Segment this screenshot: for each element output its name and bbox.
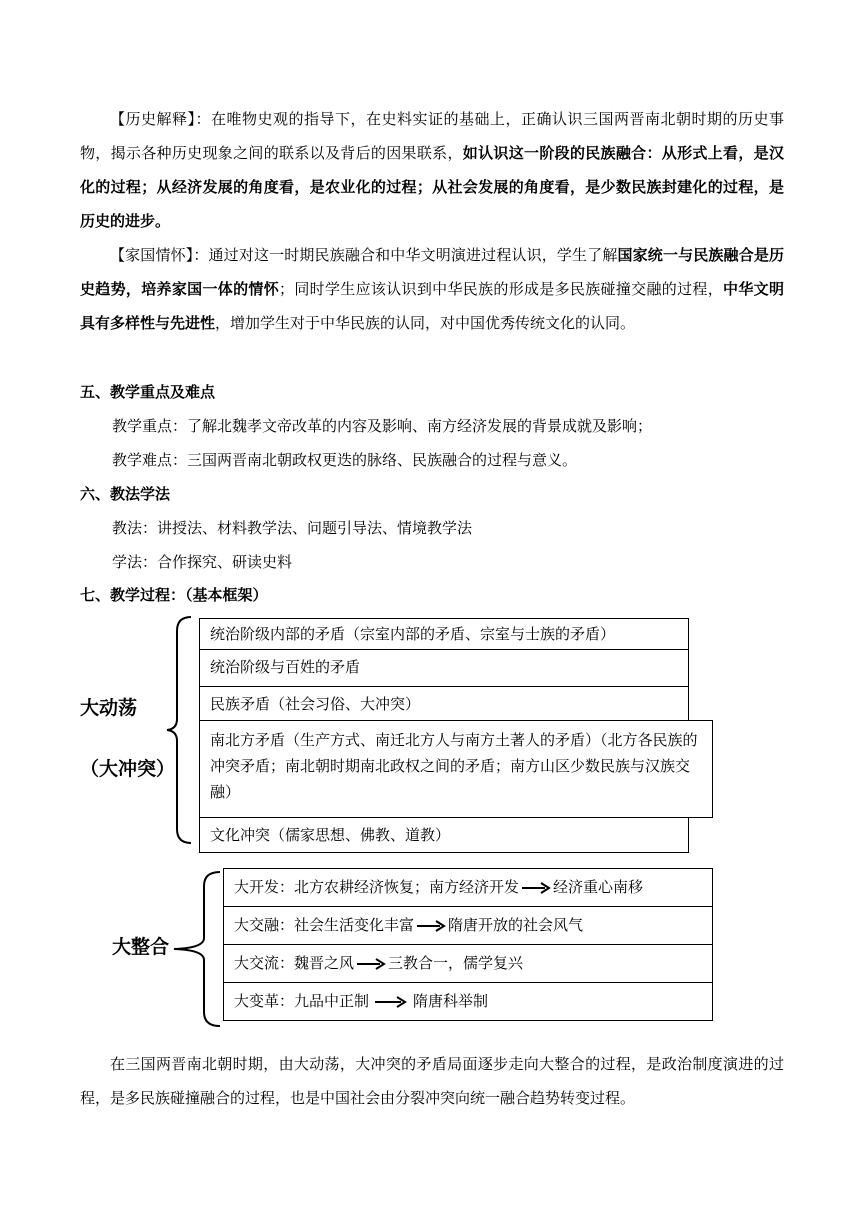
upheaval-item-1: 统治阶级内部的矛盾（宗室内部的矛盾、宗室与士族的矛盾）	[199, 618, 689, 650]
integration-item-reform: 大变革：九品中正制 隋唐科举制	[223, 982, 713, 1021]
history-explanation-lead: 【历史解释】：在唯物史观的指导下，在史料实证的基础上，正确认识三国两晋南北朝时期的历史事物，揭示各种历史现象之间的联系以及背后的因果联系，	[80, 110, 784, 162]
homeland-bold-1: 国家统一与民族融合是历史趋势，培养家国一体的情怀	[80, 246, 784, 298]
section-5-heading: 五、教学重点及难点	[80, 383, 216, 401]
upheaval-brace	[165, 615, 195, 845]
upheaval-item-5: 文化冲突（儒家思想、佛教、道教）	[199, 817, 689, 853]
section-7-heading: 七、教学过程：（基本框架）	[80, 586, 268, 604]
homeland-tail: ，增加学生对于中华民族的认同，对中国优秀传统文化的认同。	[215, 314, 636, 332]
conflict-label: （大冲突）	[80, 758, 176, 780]
paragraph-summary: 在三国两晋南北朝时期，由大动荡，大冲突的矛盾局面逐步走向大整合的过程，是政治制度演进的过程，是多民族碰撞融合的过程，也是中国社会由分裂冲突向统一融合趋势转变过程。	[80, 1055, 784, 1107]
integration-item-development: 大开发：北方农耕经济恢复；南方经济开发 经济重心南移	[223, 868, 713, 907]
section-6-heading: 六、教法学法	[80, 485, 171, 503]
learning-method: 学法：合作探究、研读史料	[112, 553, 293, 571]
teaching-difficulty: 教学难点：三国两晋南北朝政权更迭的脉络、民族融合的过程与意义。	[112, 451, 578, 469]
integration-label: 大整合	[112, 936, 170, 958]
upheaval-label: 大动荡	[80, 697, 138, 719]
arrow-right-icon	[356, 957, 386, 971]
teaching-key-point: 教学重点：了解北魏孝文帝改革的内容及影响、南方经济发展的背景成就及影响；	[112, 417, 653, 435]
arrow-right-icon	[521, 881, 551, 895]
arrow-right-icon	[416, 919, 446, 933]
integration-brace	[170, 870, 230, 1030]
paragraph-history-explanation	[80, 102, 784, 238]
history-explanation-bold: 如认识这一阶段的民族融合：从形式上看，是汉化的过程；从经济发展的角度看，是农业化的过程；从社会发展的角度看，是少数民族封建化的过程，是历史的进步。	[80, 144, 784, 230]
homeland-lead: 【家国情怀】：通过对这一时期民族融合和中华文明演进过程认识，学生了解	[110, 246, 618, 264]
upheaval-item-4: 南北方矛盾（生产方式、南迁北方人与南方土著人的矛盾）（北方各民族的冲突矛盾；南北朝时期南北政权之间的矛盾；南方山区少数民族与汉族交融）	[199, 720, 713, 818]
upheaval-item-2: 统治阶级与百姓的矛盾	[199, 649, 689, 687]
teaching-method: 教法：讲授法、材料教学法、问题引导法、情境教学法	[112, 519, 473, 537]
upheaval-item-3: 民族矛盾（社会习俗、大冲突）	[199, 686, 689, 721]
paragraph-homeland-feeling	[80, 238, 784, 340]
homeland-mid: ；同时学生应该认识到中华民族的形成是多民族碰撞交融的过程，	[279, 280, 724, 298]
homeland-bold-2: 中华文明具有多样性与先进性	[80, 280, 784, 332]
integration-item-exchange: 大交流：魏晋之风 三教合一，儒学复兴	[223, 944, 713, 983]
integration-item-fusion: 大交融：社会生活变化丰富 隋唐开放的社会风气	[223, 906, 713, 945]
arrow-right-icon	[371, 995, 411, 1009]
